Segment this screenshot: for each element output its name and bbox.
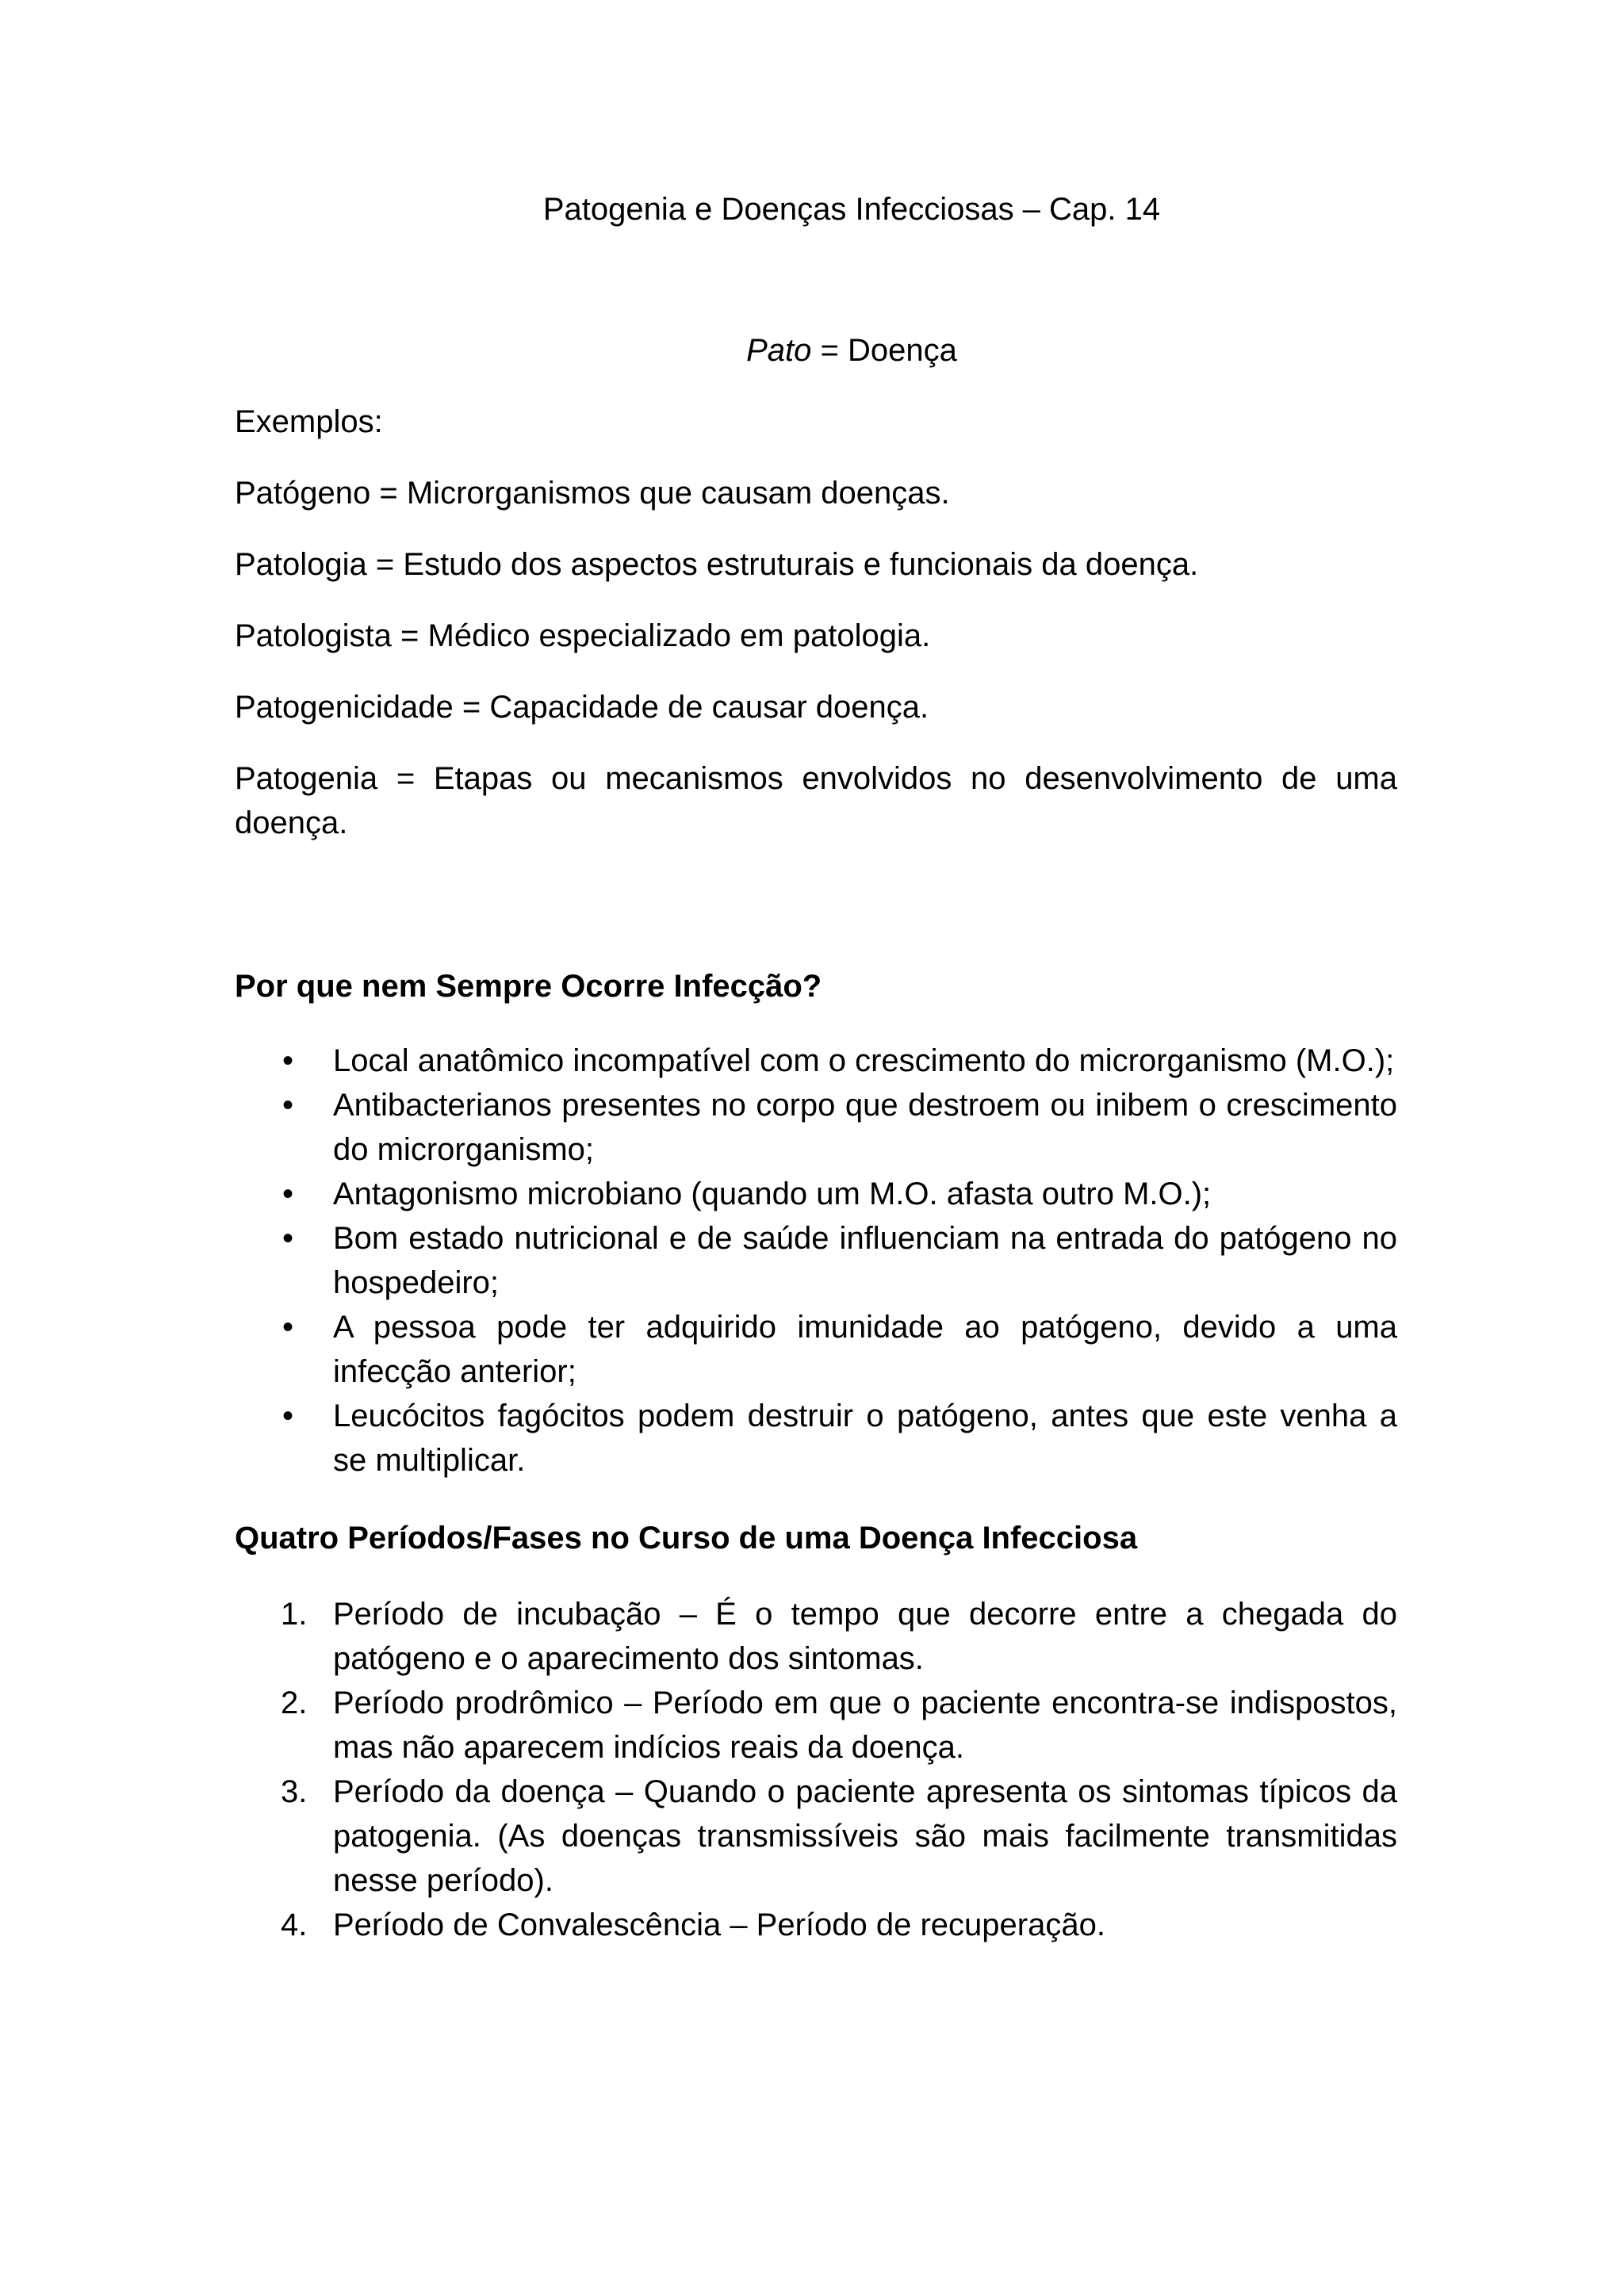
definition-patogenicidade: Patogenicidade = Capacidade de causar doença. xyxy=(235,690,929,725)
bullet-icon: • xyxy=(282,1043,294,1078)
definition-patogenia: Patogenia = Etapas ou mecanismos envolvidos no desenvolvimento de uma doença. xyxy=(235,761,1397,840)
list-item xyxy=(235,1083,1397,1172)
infection-reasons-list xyxy=(235,1039,1397,1483)
list-item xyxy=(235,1394,1397,1483)
subtitle-italic-term: Pato xyxy=(746,333,812,368)
subtitle-definition: = Doença xyxy=(811,333,957,368)
list-number: 3. xyxy=(281,1774,308,1809)
document-title: Patogenia e Doenças Infecciosas – Cap. 14 xyxy=(542,192,1161,227)
list-item xyxy=(235,1770,1397,1903)
definition-patologista: Patologista = Médico especializado em patologia. xyxy=(235,618,931,653)
list-number: 1. xyxy=(281,1597,308,1632)
list-item-text: Período de Convalescência – Período de recuperação. xyxy=(333,1908,1105,1942)
disease-phases-list xyxy=(235,1592,1397,1947)
list-item-text: Período prodrômico – Período em que o paciente encontra-se indispostos, mas não aparecem indícios reais da doença. xyxy=(333,1686,1397,1765)
section-heading-phases: Quatro Períodos/Fases no Curso de uma Doença Infecciosa xyxy=(235,1521,1138,1556)
definition-patogeno: Patógeno = Microrganismos que causam doenças. xyxy=(235,476,950,511)
list-item xyxy=(235,1172,1397,1216)
list-item xyxy=(235,1216,1397,1305)
examples-label: Exemplos: xyxy=(235,404,383,439)
list-number: 2. xyxy=(281,1686,308,1720)
bullet-icon: • xyxy=(282,1221,294,1256)
list-item-text: Antagonismo microbiano (quando um M.O. afasta outro M.O.); xyxy=(333,1177,1212,1211)
definition-patologia: Patologia = Estudo dos aspectos estruturais e funcionais da doença. xyxy=(235,547,1199,582)
list-item-text: Antibacterianos presentes no corpo que destroem ou inibem o crescimento do microrganismo; xyxy=(333,1088,1397,1167)
list-item xyxy=(235,1592,1397,1681)
list-item-text: Bom estado nutricional e de saúde influenciam na entrada do patógeno no hospedeiro; xyxy=(333,1221,1397,1300)
bullet-icon: • xyxy=(282,1310,294,1345)
bullet-icon: • xyxy=(282,1088,294,1123)
list-item xyxy=(235,1681,1397,1770)
bullet-icon: • xyxy=(282,1399,294,1433)
section-heading-infection: Por que nem Sempre Ocorre Infecção? xyxy=(235,969,822,1004)
list-item-text: A pessoa pode ter adquirido imunidade ao patógeno, devido a uma infecção anterior; xyxy=(333,1310,1397,1389)
list-number: 4. xyxy=(281,1908,308,1942)
list-item xyxy=(235,1039,1397,1083)
list-item-text: Leucócitos fagócitos podem destruir o patógeno, antes que este venha a se multiplicar. xyxy=(333,1399,1397,1478)
list-item xyxy=(235,1305,1397,1394)
document-subtitle xyxy=(235,328,1397,373)
list-item-text: Período da doença – Quando o paciente apresenta os sintomas típicos da patogenia. (As doenças transmissíveis são mais facilmente transmitidas nesse período). xyxy=(333,1774,1397,1898)
document-body xyxy=(235,187,1397,1947)
list-item-text: Local anatômico incompatível com o crescimento do microrganismo (M.O.); xyxy=(333,1043,1395,1078)
list-item-text: Período de incubação – É o tempo que decorre entre a chegada do patógeno e o aparecimento dos sintomas. xyxy=(333,1597,1397,1676)
list-item xyxy=(235,1903,1397,1947)
bullet-icon: • xyxy=(282,1177,294,1211)
